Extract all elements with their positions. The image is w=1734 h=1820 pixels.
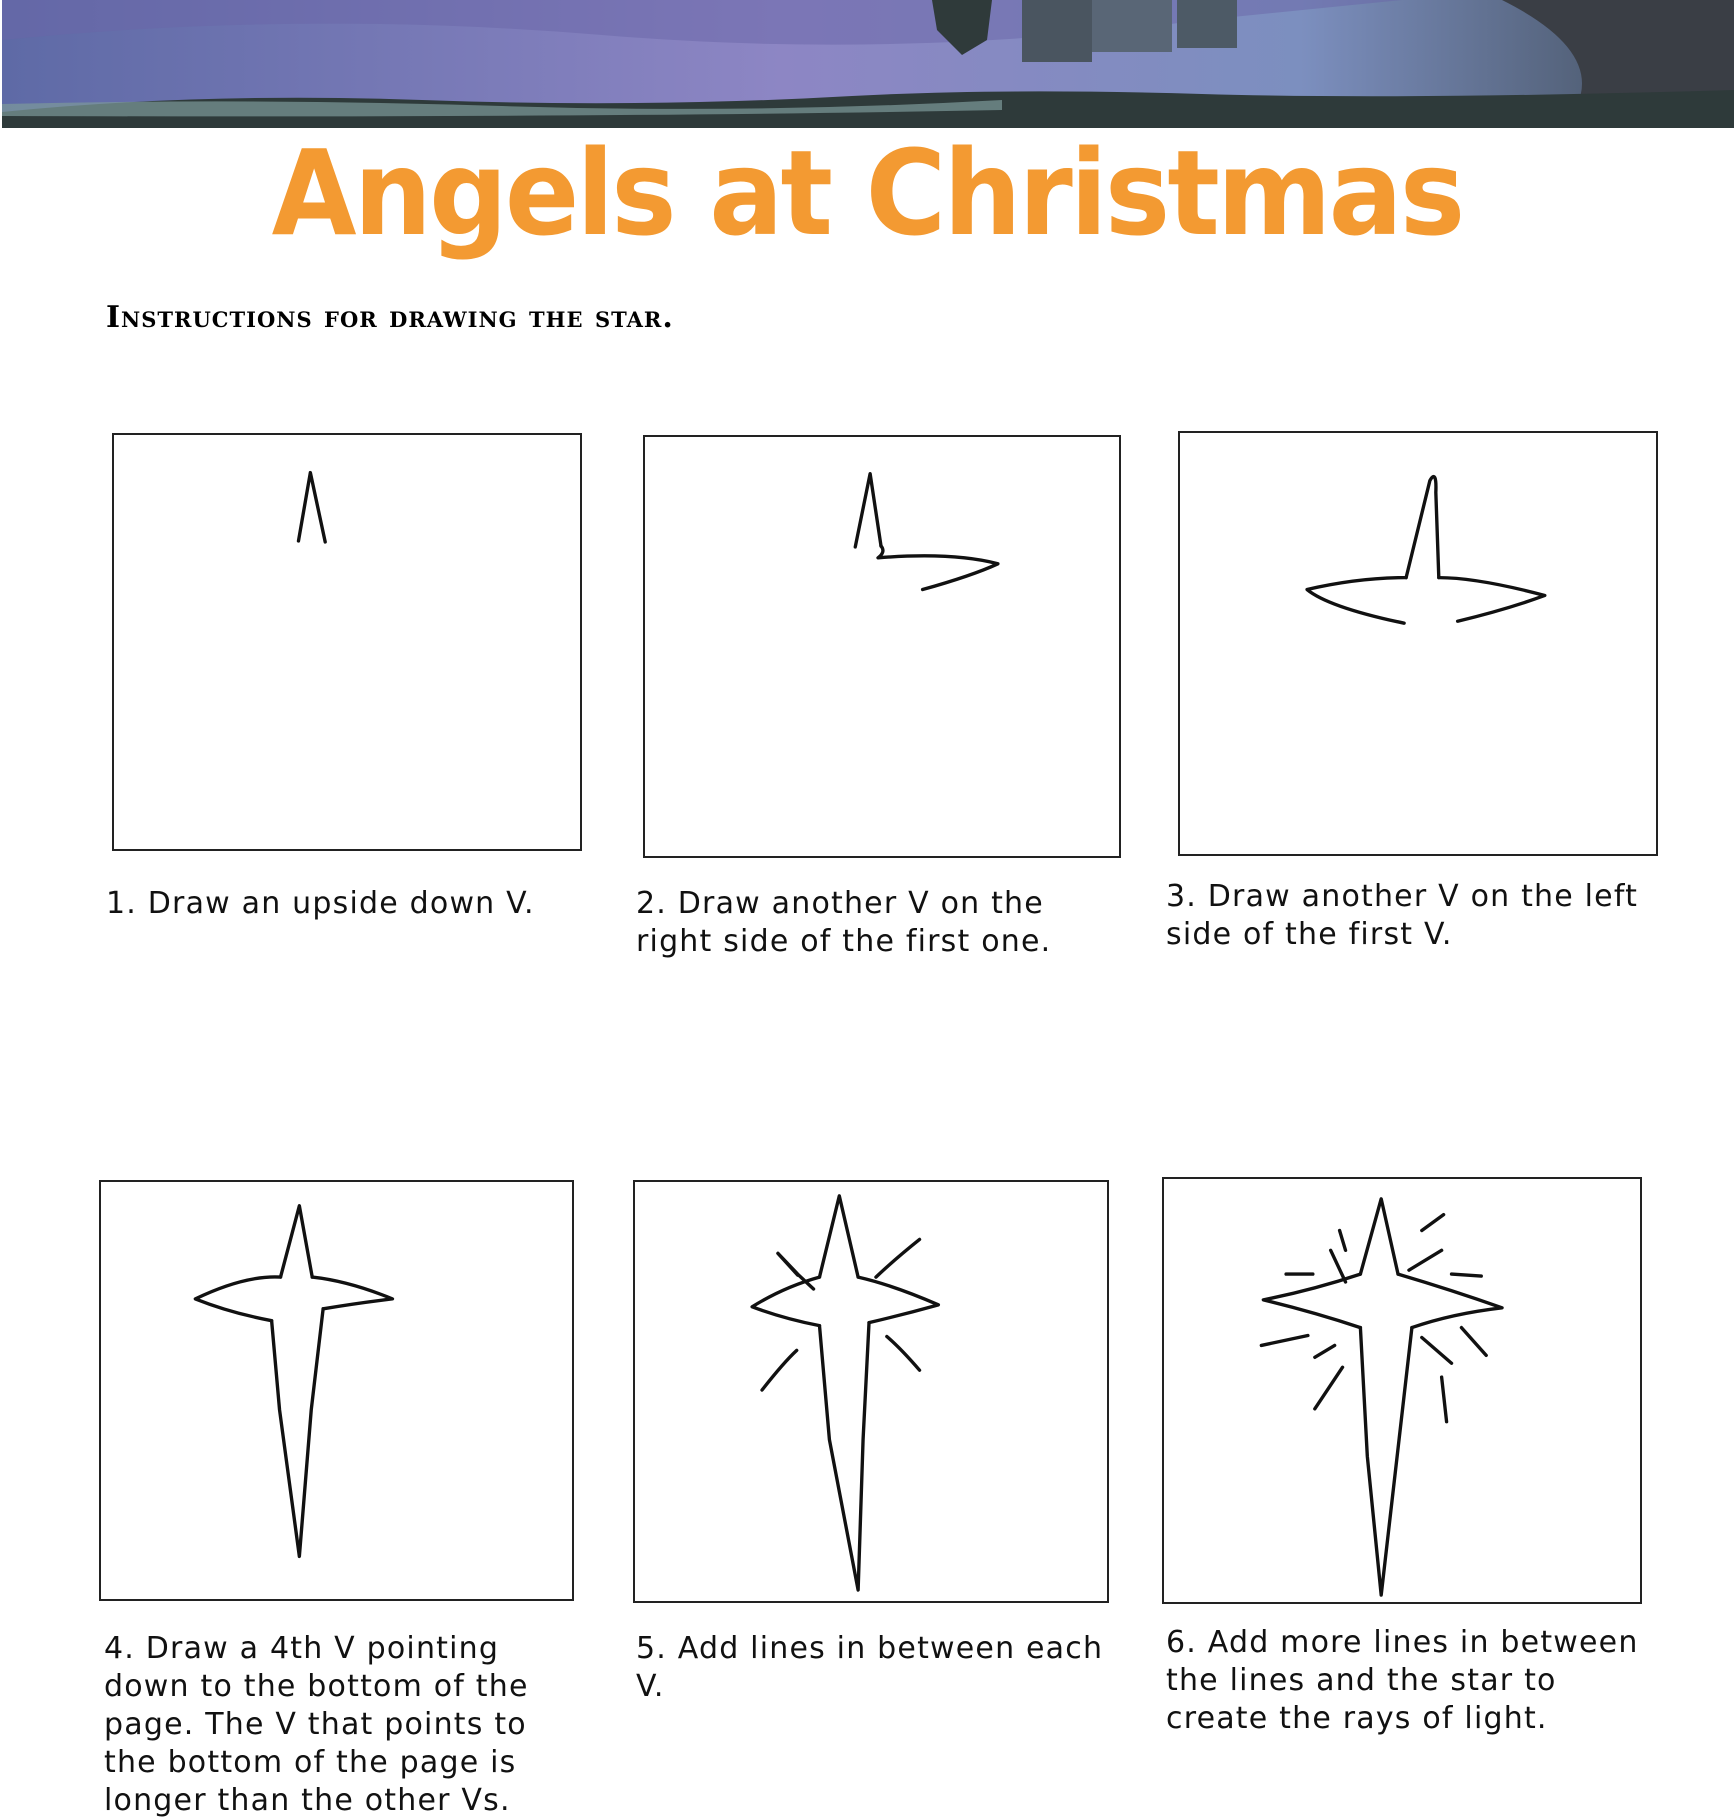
step-6-star-drawing — [1164, 1179, 1640, 1602]
step-2-star-drawing — [645, 437, 1119, 856]
step-5-caption: 5. Add lines in between each V. — [636, 1631, 1104, 1704]
step-4-drawing-panel — [99, 1180, 574, 1601]
step-1-drawing-panel — [112, 433, 582, 851]
step-5-star-drawing — [635, 1182, 1107, 1601]
header-banner-painting — [2, 0, 1734, 128]
step-3-star-drawing — [1180, 433, 1656, 854]
step-1-star-drawing — [114, 435, 580, 849]
step-3-caption: 3. Draw another V on the left side of the first V. — [1166, 879, 1639, 952]
step-4-caption: 4. Draw a 4th V pointing down to the bottom of the page. The V that points to the bottom of the page is longer than the other Vs. — [104, 1631, 529, 1818]
step-2-drawing-panel — [643, 435, 1121, 858]
step-4-star-drawing — [101, 1182, 572, 1599]
step-6-caption: 6. Add more lines in between the lines and the star to create the rays of light. — [1166, 1625, 1639, 1736]
page-title: Angels at Christmas — [271, 124, 1463, 262]
step-3-drawing-panel — [1178, 431, 1658, 856]
page-subtitle: Instructions for drawing the star. — [106, 300, 674, 335]
step-6-drawing-panel — [1162, 1177, 1642, 1604]
step-1-caption: 1. Draw an upside down V. — [106, 886, 535, 921]
night-landscape-illustration — [2, 0, 1734, 128]
step-2-caption: 2. Draw another V on the right side of the first one. — [636, 886, 1052, 959]
step-5-drawing-panel — [633, 1180, 1109, 1603]
